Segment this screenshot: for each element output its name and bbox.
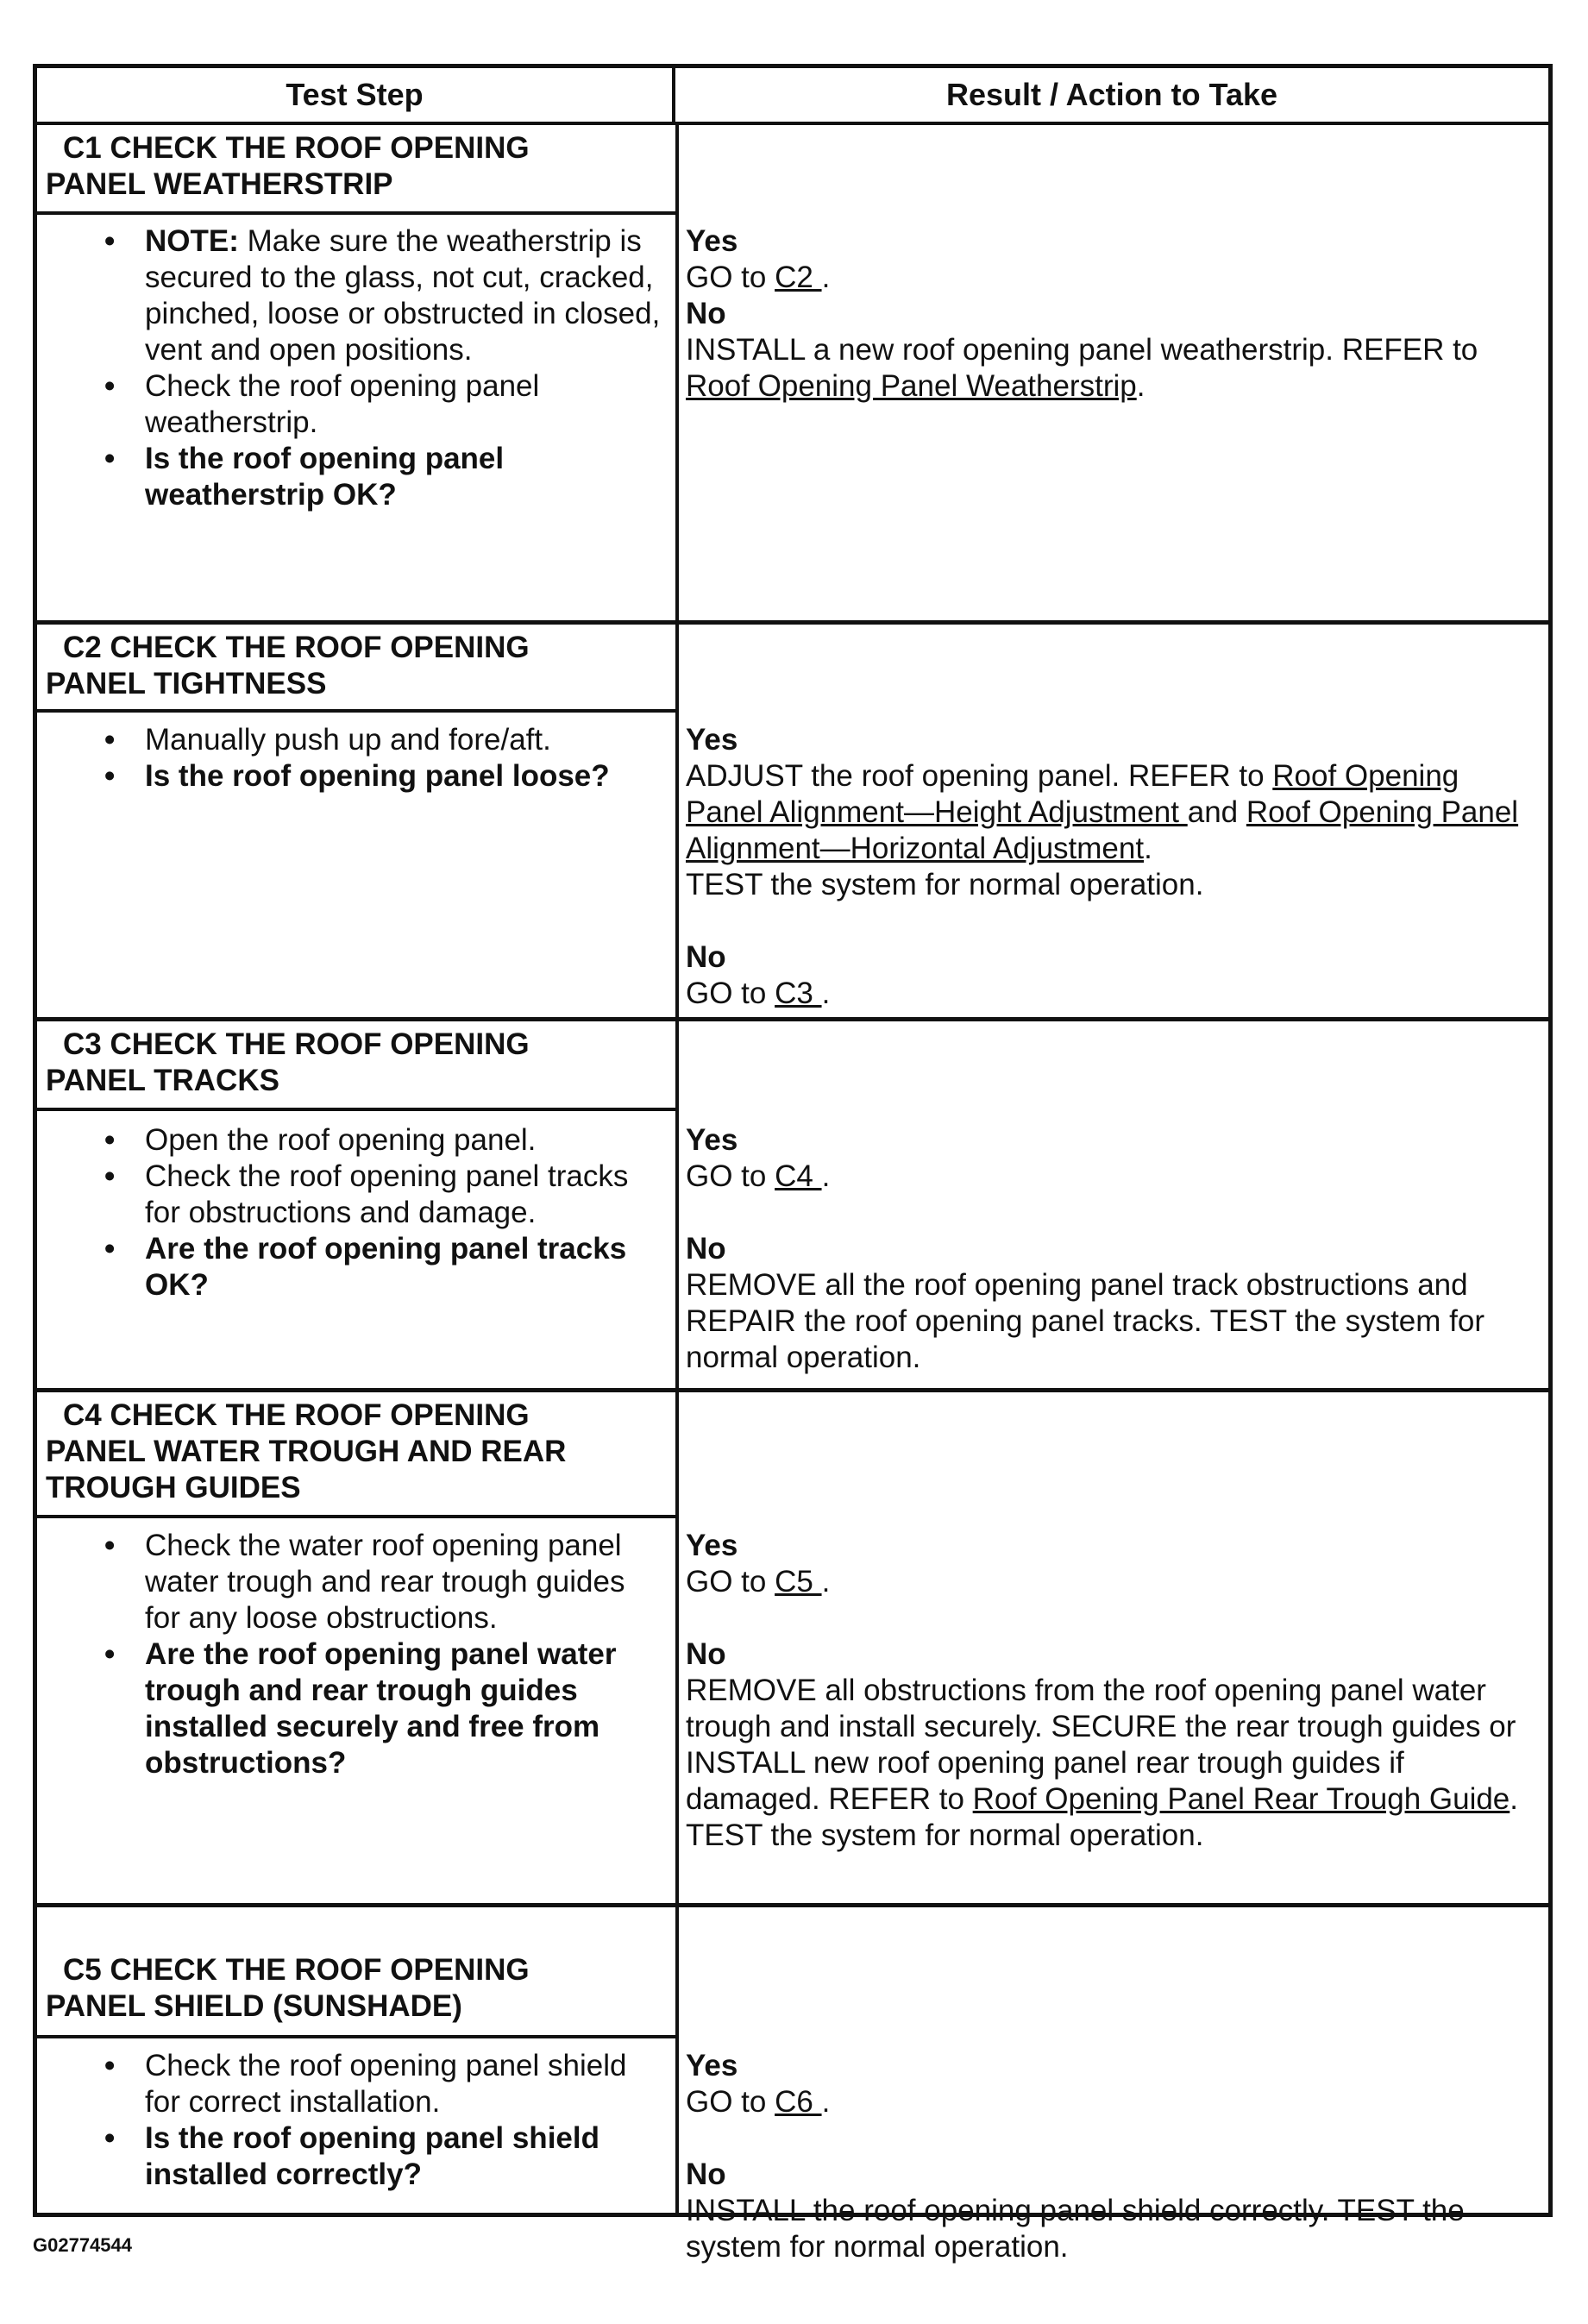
list-item: • Check the water roof opening panel water trough and rear trough guides for any loose obstructions. (37, 1528, 675, 1636)
step-c2-title: C2 CHECK THE ROOF OPENING PANEL TIGHTNESS (37, 625, 675, 713)
link-weatherstrip[interactable]: Roof Opening Panel Weatherstrip (686, 369, 1137, 403)
step-c4-body (37, 1528, 675, 1890)
list-item: • NOTE: Make sure the weatherstrip is secured to the glass, not cut, cracked, pinched, loose or obstructed in closed, vent and open positions. (37, 223, 675, 368)
list-item: • Open the roof opening panel. (37, 1122, 675, 1159)
step-c5-body (37, 2048, 675, 2212)
step-c2-result: Yes ADJUST the roof opening panel. REFER to Roof Opening Panel Alignment—Height Adjustment and Roof Opening Panel Alignment—Horizontal Adjustment. TEST the system for normal operation. No GO to C3 . (686, 723, 1519, 1010)
step-c2-body (37, 722, 675, 1015)
step-c4-result: Yes GO to C5 . No REMOVE all obstructions from the roof opening panel water trough and install securely. SECURE the rear trough guides or INSTALL new roof opening panel rear trough guides if damaged. REFER to Roof Opening Panel Rear Trough Guide. TEST the system for normal operation. (686, 1529, 1519, 1852)
list-item: • Are the roof opening panel tracks OK? (37, 1231, 675, 1303)
step-c3-body (37, 1122, 675, 1381)
link-go-c6[interactable]: C6 (775, 2085, 822, 2119)
list-item: • Check the roof opening panel shield for correct installation. (37, 2048, 675, 2120)
list-item: • Manually push up and fore/aft. (37, 722, 675, 758)
figure-code: G02774544 (33, 2234, 132, 2256)
step-c3-result: Yes GO to C4 . No REMOVE all the roof opening panel track obstructions and REPAIR the roof opening panel tracks. TEST the system for normal operation. (686, 1123, 1484, 1374)
step-c1-title: C1 CHECK THE ROOF OPENING PANEL WEATHERSTRIP (37, 125, 675, 215)
step-c5-title: C5 CHECK THE ROOF OPENING PANEL SHIELD (SUNSHADE) (37, 1907, 675, 2038)
link-height-adjustment[interactable]: Roof Opening Panel Alignment—Height Adjustment (686, 759, 1459, 829)
list-item: • Is the roof opening panel loose? (37, 758, 675, 795)
column-header-result-action: Result / Action to Take (675, 68, 1548, 125)
step-c1-result: Yes GO to C2 . No INSTALL a new roof opening panel weatherstrip. REFER to Roof Opening Panel Weatherstrip. (686, 224, 1478, 403)
list-item: • Check the roof opening panel weatherstrip. (37, 368, 675, 441)
link-go-c3[interactable]: C3 (775, 977, 822, 1010)
step-c1-body (37, 223, 675, 620)
link-go-c5[interactable]: C5 (775, 1565, 822, 1599)
step-c4-title: C4 CHECK THE ROOF OPENING PANEL WATER TROUGH AND REAR TROUGH GUIDES (37, 1392, 675, 1518)
step-c5-result: Yes GO to C6 . No INSTALL the roof opening panel shield correctly. TEST the system for normal operation. (686, 2049, 1465, 2264)
link-horizontal-adjustment[interactable]: Roof Opening Panel Alignment—Horizontal Adjustment (686, 795, 1519, 865)
step-c3-title: C3 CHECK THE ROOF OPENING PANEL TRACKS (37, 1021, 675, 1111)
column-header-test-step: Test Step (37, 68, 675, 125)
list-item: • Is the roof opening panel shield installed correctly? (37, 2120, 675, 2193)
link-rear-trough-guide[interactable]: Roof Opening Panel Rear Trough Guide (972, 1782, 1510, 1816)
link-go-c2[interactable]: C2 (775, 261, 822, 294)
list-item: • Is the roof opening panel weatherstrip OK? (37, 441, 675, 513)
link-go-c4[interactable]: C4 (775, 1159, 822, 1193)
list-item: • Check the roof opening panel tracks for obstructions and damage. (37, 1159, 675, 1231)
list-item: • Are the roof opening panel water trough and rear trough guides installed securely and free from obstructions? (37, 1636, 675, 1781)
column-divider (675, 122, 679, 2213)
